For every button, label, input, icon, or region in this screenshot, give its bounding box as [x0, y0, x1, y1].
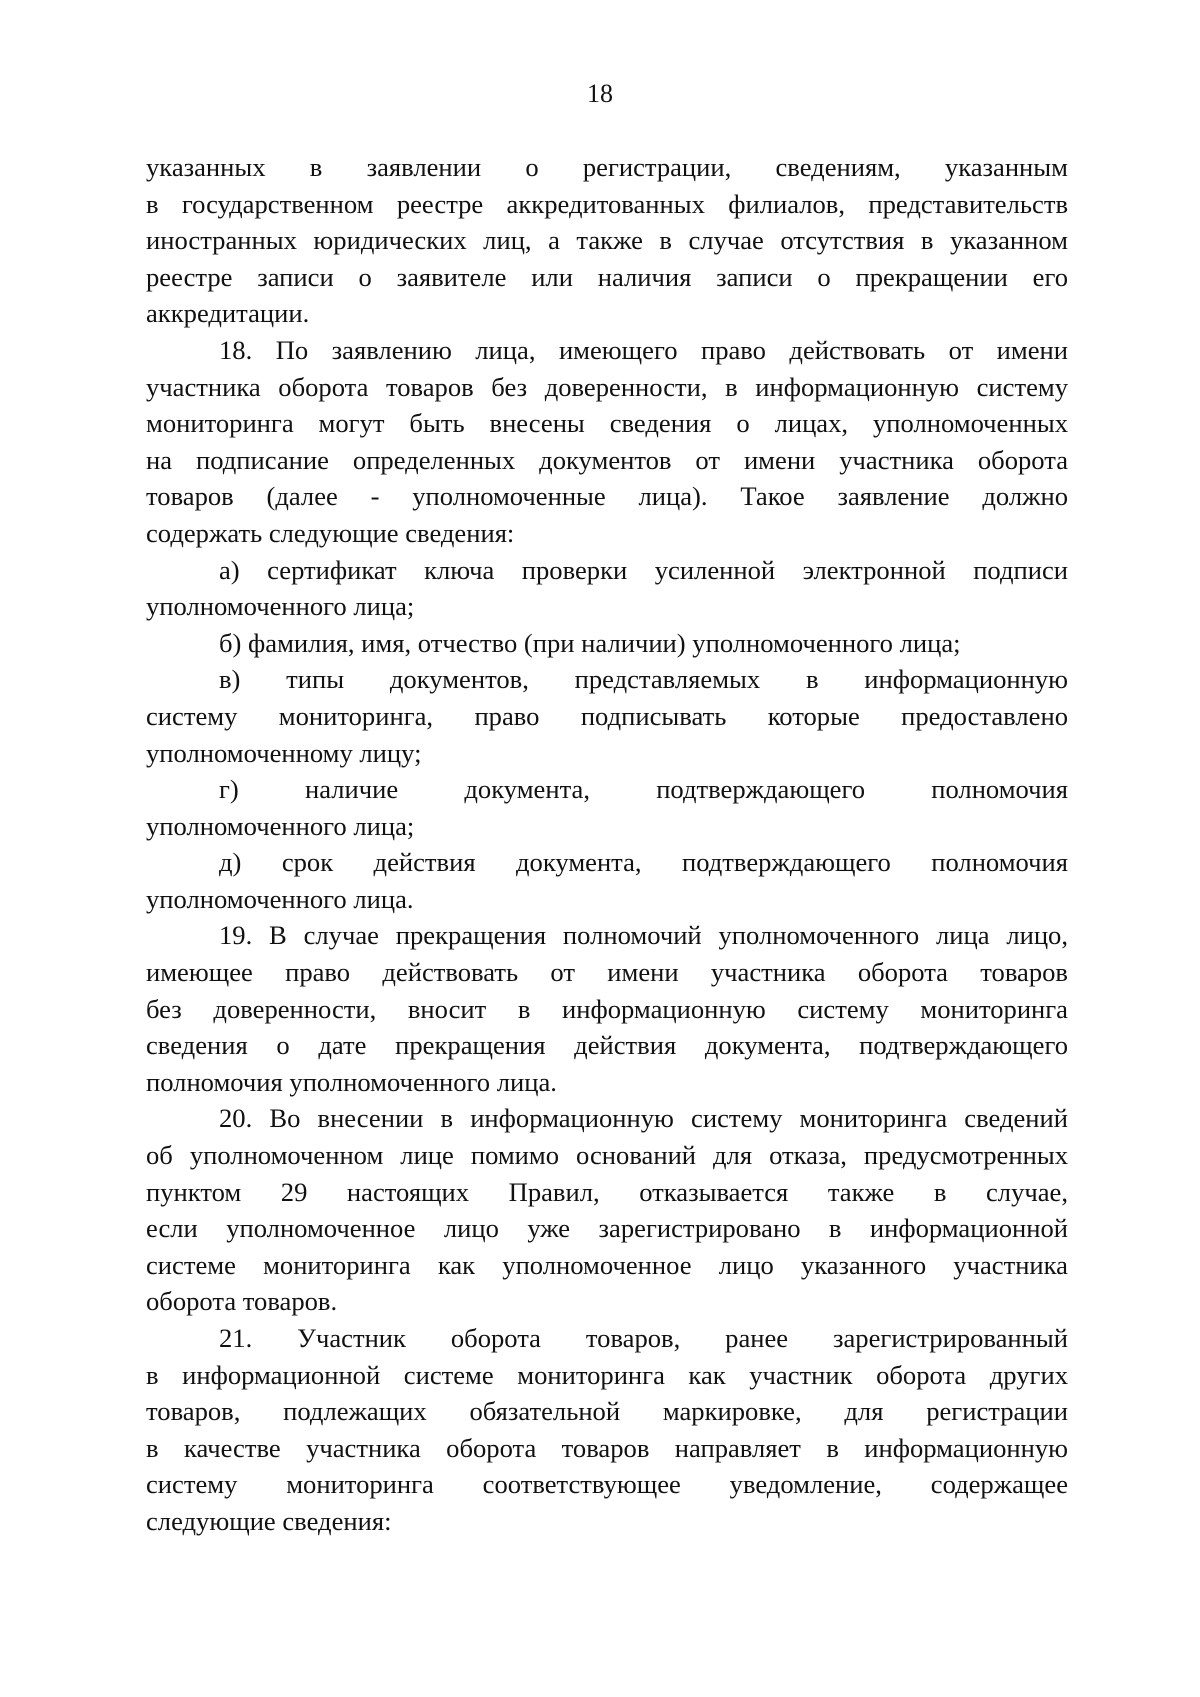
- paragraph-18a: [146, 552, 1068, 625]
- text-line: систему мониторинга, право подписывать которые предоставлено: [146, 700, 1068, 731]
- text-line: в качестве участника оборота товаров направляет в информационную: [146, 1432, 1068, 1463]
- text-line: товаров (далее - уполномоченные лица). Такое заявление должно: [146, 481, 1068, 512]
- text-line: а) сертификат ключа проверки усиленной электронной подписи: [219, 554, 1068, 585]
- text-line: 20. Во внесении в информационную систему мониторинга сведений: [219, 1103, 1068, 1134]
- text-line: реестре записи о заявителе или наличия записи о прекращении его: [146, 261, 1068, 292]
- text-line: в) типы документов, представляемых в информационную: [219, 664, 1068, 695]
- text-line: на подписание определенных документов от имени участника оборота: [146, 444, 1068, 475]
- text-line: системе мониторинга как уполномоченное лицо указанного участника: [146, 1249, 1068, 1280]
- paragraph-21: [146, 1320, 1068, 1540]
- text-line: указанных в заявлении о регистрации, сведениям, указанным: [146, 152, 1068, 182]
- text-line: об уполномоченном лице помимо оснований для отказа, предусмотренных: [146, 1140, 1068, 1171]
- text-line: если уполномоченное лицо уже зарегистрировано в информационной: [146, 1213, 1068, 1244]
- paragraph-18d: [146, 844, 1068, 917]
- text-line: уполномоченного лица.: [146, 883, 414, 914]
- text-line: иностранных юридических лиц, а также в случае отсутствия в указанном: [146, 225, 1068, 256]
- text-line: уполномоченного лица;: [146, 591, 415, 622]
- text-line: имеющее право действовать от имени участника оборота товаров: [146, 957, 1068, 988]
- paragraph-20: [146, 1100, 1068, 1320]
- paragraph-18: [146, 332, 1068, 552]
- text-line: мониторинга могут быть внесены сведения о лицах, уполномоченных: [146, 408, 1068, 439]
- text-line: 18. По заявлению лица, имеющего право действовать от имени: [219, 334, 1068, 365]
- document-body: [146, 149, 1068, 1540]
- text-line: сведения о дате прекращения действия документа, подтверждающего: [146, 1030, 1068, 1061]
- text-line: б) фамилия, имя, отчество (при наличии) уполномоченного лица;: [219, 627, 961, 658]
- text-line: 19. В случае прекращения полномочий уполномоченного лица лицо,: [219, 920, 1068, 951]
- paragraph-continuation: [146, 149, 1068, 332]
- text-line: без доверенности, вносит в информационную систему мониторинга: [146, 993, 1068, 1024]
- text-line: 21. Участник оборота товаров, ранее зарегистрированный: [219, 1323, 1068, 1353]
- text-line: аккредитации.: [146, 298, 310, 329]
- paragraph-18v: [146, 661, 1068, 771]
- text-line: в государственном реестре аккредитованных филиалов, представительств: [146, 188, 1068, 219]
- text-line: в информационной системе мониторинга как участник оборота других: [146, 1359, 1068, 1390]
- text-line: уполномоченного лица;: [146, 810, 415, 841]
- paragraph-18g: [146, 771, 1068, 844]
- text-line: г) наличие документа, подтверждающего полномочия: [219, 774, 1068, 805]
- text-line: пунктом 29 настоящих Правил, отказывается также в случае,: [146, 1176, 1068, 1207]
- paragraph-18b: [146, 625, 1068, 662]
- text-line: д) срок действия документа, подтверждающего полномочия: [219, 847, 1068, 878]
- paragraph-19: [146, 917, 1068, 1100]
- page-number: 18: [587, 79, 613, 108]
- text-line: товаров, подлежащих обязательной маркировке, для регистрации: [146, 1396, 1068, 1427]
- text-line: полномочия уполномоченного лица.: [146, 1066, 557, 1097]
- text-line: следующие сведения:: [146, 1505, 392, 1536]
- text-line: содержать следующие сведения:: [146, 517, 515, 548]
- text-line: участника оборота товаров без доверенности, в информационную систему: [146, 371, 1068, 402]
- text-line: оборота товаров.: [146, 1286, 338, 1317]
- text-line: систему мониторинга соответствующее уведомление, содержащее: [146, 1469, 1068, 1500]
- text-line: уполномоченному лицу;: [146, 737, 422, 768]
